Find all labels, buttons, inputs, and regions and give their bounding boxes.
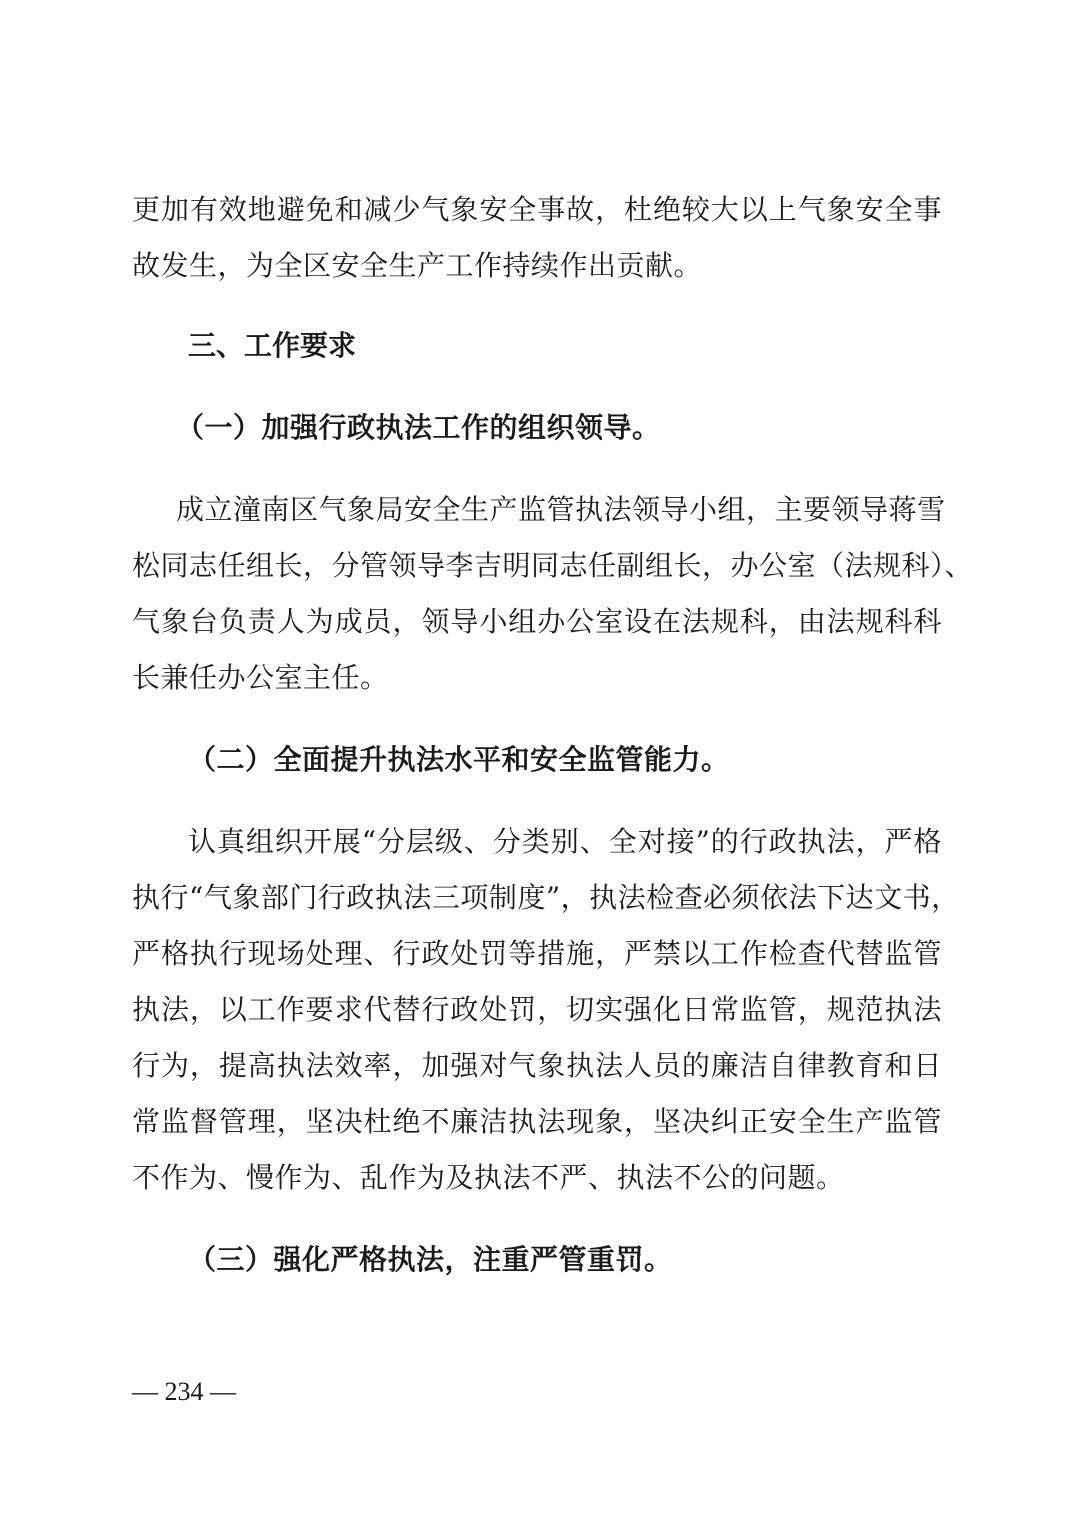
paragraph-line: 执法，以工作要求代替行政处罚，切实强化日常监管，规范执法 [132,993,942,1026]
paragraph-line: 认真组织开展“分层级、分类别、全对接”的行政执法，严格 [188,825,942,858]
page-number: — 234 — [132,1377,236,1406]
paragraph-line: 长兼任办公室主任。 [132,661,389,694]
subsection-heading-2: （二）全面提升执法水平和安全监管能力。 [188,743,730,776]
paragraph-line: 故发生，为全区安全生产工作持续作出贡献。 [132,249,703,282]
paragraph-line: 成立潼南区气象局安全生产监管执法领导小组，主要领导蒋雪 [176,493,946,526]
section-heading: 三、工作要求 [188,329,357,362]
paragraph-line: 执行“气象部门行政执法三项制度”，执法检查必须依法下达文书， [132,881,960,914]
paragraph-line: 常监督管理，坚决杜绝不廉洁执法现象，坚决纠正安全生产监管 [132,1105,942,1138]
paragraph-line: 松同志任组长，分管领导李吉明同志任副组长，办公室（法规科）、 [132,549,974,582]
subsection-heading-3: （三）强化严格执法，注重严管重罚。 [188,1243,673,1276]
paragraph-line: 行为，提高执法效率，加强对气象执法人员的廉洁自律教育和日 [132,1049,942,1082]
paragraph-line: 更加有效地避免和减少气象安全事故，杜绝较大以上气象安全事 [132,193,942,226]
paragraph-line: 不作为、慢作为、乱作为及执法不严、执法不公的问题。 [132,1161,845,1194]
paragraph-line: 气象台负责人为成员，领导小组办公室设在法规科，由法规科科 [132,605,942,638]
subsection-heading-1: （一）加强行政执法工作的组织领导。 [176,411,661,444]
paragraph-line: 严格执行现场处理、行政处罚等措施，严禁以工作检查代替监管 [132,937,942,970]
